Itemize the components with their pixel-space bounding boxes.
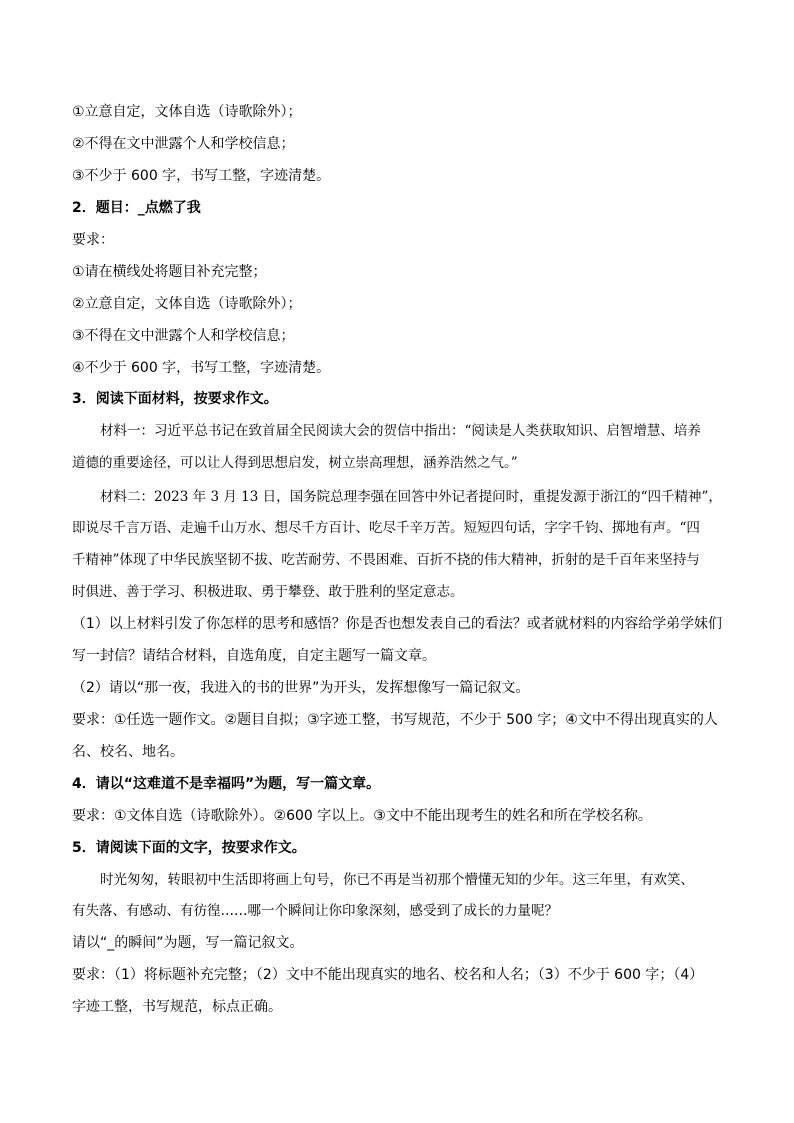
material-paragraph: 时光匆匆，转眼初中生活即将画上句号，你已不再是当初那个懵懂无知的少年。这三年里，有欢笑、	[100, 872, 694, 888]
requirement-line: 要求：①文体自选（诗歌除外）。②600 字以上。③文中不能出现考生的姓名和所在学校名称。	[72, 808, 652, 824]
prompt-line: 请以“_的瞬间”为题，写一篇记叙文。	[72, 935, 304, 951]
material-paragraph: 道德的重要途径，可以让人得到思想启发，树立崇高理想，涵养浩然之气。”	[72, 455, 518, 471]
requirement-label: 要求：	[72, 232, 114, 248]
question-heading-4: 4．请以“这难道不是幸福吗”为题，写一篇文章。	[72, 776, 381, 792]
prompt-line: （2）请以“那一夜，我进入的书的世界”为开头，发挥想像写一篇记叙文。	[72, 680, 530, 696]
material-paragraph: 时俱进、善于学习、积极进取、勇于攀登、敢于胜利的坚定意志。	[72, 584, 464, 600]
prompt-line: （1）以上材料引发了你怎样的思考和感悟？你是否也想发表自己的看法？或者就材料的内容给学弟学妹们	[72, 616, 722, 632]
requirement-line: ①立意自定，文体自选（诗歌除外）；	[72, 104, 302, 120]
requirement-line: 名、校名、地名。	[72, 744, 184, 760]
requirement-line: ④不少于 600 字，书写工整，字迹清楚。	[72, 360, 331, 376]
material-paragraph: 即说尽千言万语、走遍千山万水、想尽千方百计、吃尽千辛万苦。短短四句话，字字千钧、掷地有声。“四	[72, 520, 700, 536]
question-heading-2: 2．题目：_点燃了我	[72, 200, 201, 216]
requirement-line: 要求：①任选一题作文。②题目自拟；③字迹工整，书写规范，不少于 500 字；④文中不得出现真实的人	[72, 712, 718, 728]
requirement-line: ②立意自定，文体自选（诗歌除外）；	[72, 296, 302, 312]
requirement-line: 要求：（1）将标题补充完整；（2）文中不能出现真实的地名、校名和人名；（3）不少于 600 字；（4）	[72, 967, 704, 983]
requirement-line: ③不得在文中泄露个人和学校信息；	[72, 328, 295, 344]
question-heading-3: 3．阅读下面材料，按要求作文。	[72, 391, 278, 407]
material-paragraph: 千精神”体现了中华民族坚韧不拔、吃苦耐劳、不畏困难、百折不挠的伟大精神，折射的是千百年来坚持与	[72, 552, 700, 568]
material-paragraph: 材料一：习近平总书记在致首届全民阅读大会的贺信中指出：“阅读是人类获取知识、启智增慧、培养	[100, 423, 701, 439]
prompt-line: 写一封信？请结合材料，自选角度，自定主题写一篇文章。	[72, 648, 436, 664]
material-paragraph: 材料二：2023 年 3 月 13 日，国务院总理李强在回答中外记者提问时，重提发源于浙江的“四千精神”，	[100, 489, 722, 505]
material-paragraph: 有失落、有感动、有彷徨……哪一个瞬间让你印象深刻，感受到了成长的力量呢？	[72, 903, 558, 919]
requirement-line: ③不少于 600 字，书写工整，字迹清楚。	[72, 168, 331, 184]
requirement-line: ①请在横线处将题目补充完整；	[72, 264, 267, 280]
question-heading-5: 5．请阅读下面的文字，按要求作文。	[72, 840, 306, 856]
requirement-line: ②不得在文中泄露个人和学校信息；	[72, 136, 295, 152]
requirement-line: 字迹工整，书写规范，标点正确。	[72, 999, 282, 1015]
